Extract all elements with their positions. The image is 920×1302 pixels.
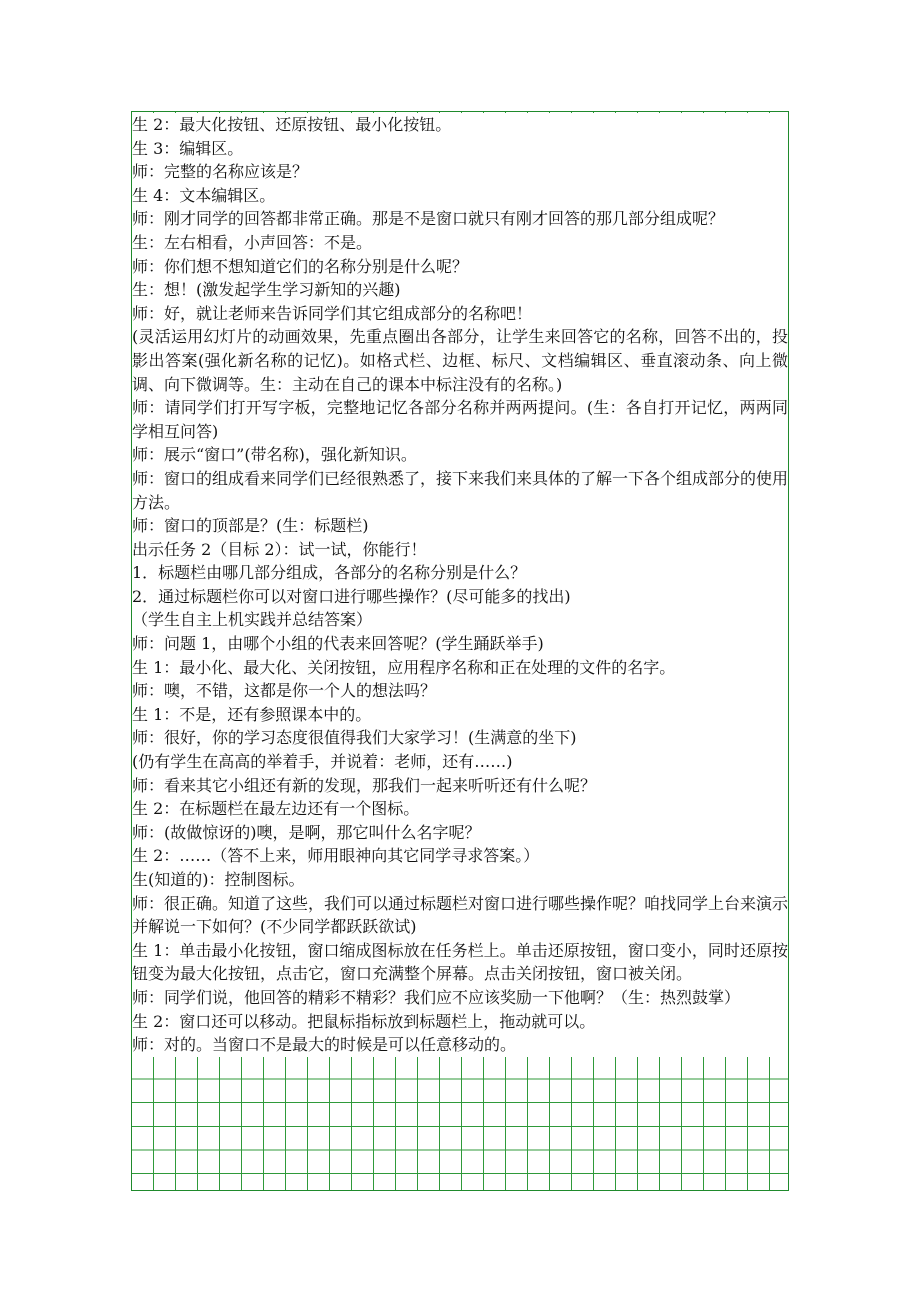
paragraph: 师：看来其它小组还有新的发现，那我们一起来听听还有什么呢？ bbox=[132, 774, 788, 798]
paragraph: 生：左右相看，小声回答：不是。 bbox=[132, 231, 788, 255]
paragraph: 1．标题栏由哪几部分组成，各部分的名称分别是什么？ bbox=[132, 561, 788, 585]
paragraph: 师：很正确。知道了这些，我们可以通过标题栏对窗口进行哪些操作呢？咱找同学上台来演示并解说一下如何？(不少同学都跃跃欲试) bbox=[132, 892, 788, 939]
paragraph: 师：刚才同学的回答都非常正确。那是不是窗口就只有刚才回答的那几部分组成呢？ bbox=[132, 207, 788, 231]
paragraph: 生 2：窗口还可以移动。把鼠标指标放到标题栏上，拖动就可以。 bbox=[132, 1010, 788, 1034]
paragraph: 生 2：最大化按钮、还原按钮、最小化按钮。 bbox=[132, 113, 788, 137]
paragraph: 生 2：……（答不上来，师用眼神向其它同学寻求答案。） bbox=[132, 844, 788, 868]
paragraph: 生 4：文本编辑区。 bbox=[132, 184, 788, 208]
paragraph: (仍有学生在高高的举着手，并说着：老师，还有……) bbox=[132, 750, 788, 774]
paragraph: 出示任务 2（目标 2）：试一试，你能行！ bbox=[132, 538, 788, 562]
paragraph: 生 1：最小化、最大化、关闭按钮，应用程序名称和正在处理的文件的名字。 bbox=[132, 656, 788, 680]
paragraph: 生 2：在标题栏在最左边还有一个图标。 bbox=[132, 797, 788, 821]
paragraph: 生 1：单击最小化按钮，窗口缩成图标放在任务栏上。单击还原按钮，窗口变小，同时还原按钮变为最大化按钮，点击它，窗口充满整个屏幕。点击关闭按钮，窗口被关闭。 bbox=[132, 939, 788, 986]
paragraph: 师：请同学们打开写字板，完整地记忆各部分名称并两两提问。(生：各自打开记忆，两两同学相互问答) bbox=[132, 396, 788, 443]
paragraph: 生 3：编辑区。 bbox=[132, 137, 788, 161]
paragraph: 生 1：不是，还有参照课本中的。 bbox=[132, 703, 788, 727]
paragraph: 师：好，就让老师来告诉同学们其它组成部分的名称吧！ bbox=[132, 302, 788, 326]
paragraph: （学生自主上机实践并总结答案） bbox=[132, 608, 788, 632]
paragraph: 2．通过标题栏你可以对窗口进行哪些操作？(尽可能多的找出) bbox=[132, 585, 788, 609]
paragraph: 师：完整的名称应该是？ bbox=[132, 160, 788, 184]
paragraph: 生(知道的)：控制图标。 bbox=[132, 868, 788, 892]
paragraph: (灵活运用幻灯片的动画效果，先重点圈出各部分，让学生来回答它的名称，回答不出的，投影出答案(强化新名称的记忆)。如格式栏、边框、标尺、文档编辑区、垂直滚动条、向上微调、向下微调等。生：主动在自己的课本中标注没有的名称。) bbox=[132, 325, 788, 396]
paragraph: 师：问题 1，由哪个小组的代表来回答呢？(学生踊跃举手) bbox=[132, 632, 788, 656]
paragraph: 师：展示“窗口”(带名称)，强化新知识。 bbox=[132, 443, 788, 467]
paragraph: 生：想！(激发起学生学习新知的兴趣) bbox=[132, 278, 788, 302]
paragraph: 师：很好，你的学习态度很值得我们大家学习！(生满意的坐下) bbox=[132, 726, 788, 750]
paragraph: 师：窗口的顶部是？(生：标题栏) bbox=[132, 514, 788, 538]
paragraph: 师：窗口的组成看来同学们已经很熟悉了，接下来我们来具体的了解一下各个组成部分的使用方法。 bbox=[132, 467, 788, 514]
paragraph: 师：噢，不错，这都是你一个人的想法吗？ bbox=[132, 679, 788, 703]
paragraph: 师：你们想不想知道它们的名称分别是什么呢？ bbox=[132, 255, 788, 279]
document-body bbox=[132, 113, 788, 1057]
paragraph: 师：对的。当窗口不是最大的时候是可以任意移动的。 bbox=[132, 1033, 788, 1057]
paragraph: 师：同学们说，他回答的精彩不精彩？我们应不应该奖励一下他啊？（生：热烈鼓掌） bbox=[132, 986, 788, 1010]
paragraph: 师：(故做惊讶的)噢，是啊，那它叫什么名字呢？ bbox=[132, 821, 788, 845]
